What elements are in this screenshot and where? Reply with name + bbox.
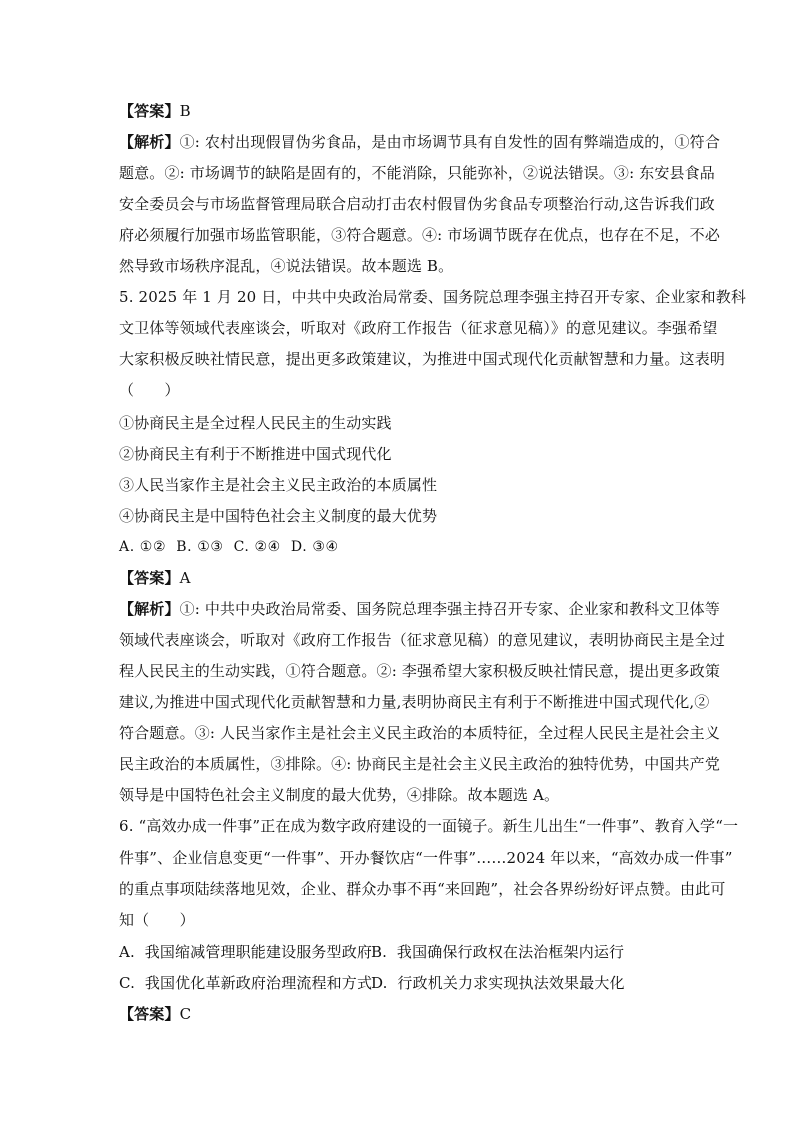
answer-tag: 【答案】 bbox=[119, 102, 180, 120]
q5-stem-line: 大家积极反映社情民意，提出更多政策建议，为推进中国式现代化贡献智慧和力量。这表明 bbox=[119, 350, 726, 368]
analysis-tag: 【解析】 bbox=[119, 133, 180, 151]
q5-options: A. ①② B. ①③ C. ②④ D. ③④ bbox=[119, 539, 339, 555]
q5-analysis-line: 程人民民主的生动实践，①符合题意。②: 李强希望大家积极反映社情民意，提出更多政策 bbox=[119, 662, 720, 680]
answer-value: B bbox=[179, 102, 191, 120]
q5-stem-line: 5. 2025 年 1 月 20 日，中共中央政治局常委、国务院总理李强主持召开专家、企业家和教科 bbox=[119, 288, 747, 306]
q5-analysis-line: 建议,为推进中国式现代化贡献智慧和力量,表明协商民主有利于不断推进中国式现代化,② bbox=[119, 693, 710, 711]
q5-statement: ④协商民主是中国特色社会主义制度的最大优势 bbox=[119, 507, 438, 525]
q4-analysis-line: 【解析】①: 农村出现假冒伪劣食品，是由市场调节具有自发性的固有弊端造成的，①符合 bbox=[119, 133, 720, 151]
q4-analysis-line: 题意。②: 市场调节的缺陷是固有的，不能消除，只能弥补，②说法错误。③: 东安县食品 bbox=[119, 164, 715, 182]
q6-option-c: C. 我国优化革新政府治理流程和方式 bbox=[119, 974, 373, 992]
q6-stem-line: 知（ ） bbox=[119, 911, 195, 929]
q6-option-d: D. 行政机关力求实现执法效果最大化 bbox=[371, 974, 625, 992]
analysis-tag: 【解析】 bbox=[119, 600, 180, 618]
q6-option-b: B. 我国确保行政权在法治框架内运行 bbox=[371, 943, 625, 961]
q6-stem-line: 的重点事项陆续落地见效，企业、群众办事不再“来回跑”，社会各界纷纷好评点赞。由此可 bbox=[119, 880, 726, 898]
q5-statement: ②协商民主有利于不断推进中国式现代化 bbox=[119, 445, 392, 463]
q4-analysis-line: 安全委员会与市场监督管理局联合启动打击农村假冒伪劣食品专项整治行动,这告诉我们政 bbox=[119, 195, 715, 213]
q5-stem-line: （ ） bbox=[119, 381, 180, 399]
q5-stem-line: 文卫体等领域代表座谈会，听取对《政府工作报告（征求意见稿）》的意见建议。李强希望 bbox=[119, 319, 718, 337]
q6-option-a: A. 我国缩减管理职能建设服务型政府 bbox=[119, 943, 372, 961]
q4-analysis-line: 然导致市场秩序混乱，④说法错误。故本题选 B。 bbox=[119, 257, 454, 275]
answer-tag: 【答案】 bbox=[119, 1005, 180, 1023]
q5-analysis-line: 民主政治的本质属性，③排除。④: 协商民主是社会主义民主政治的独特优势，中国共产党 bbox=[119, 755, 720, 773]
q4-analysis-line: 府必须履行加强市场监管职能，③符合题意。④: 市场调节既存在优点，也存在不足，不必 bbox=[119, 226, 720, 244]
answer-value: C bbox=[179, 1005, 192, 1023]
q5-statement: ③人民当家作主是社会主义民主政治的本质属性 bbox=[119, 476, 438, 494]
q5-analysis-line: 领域代表座谈会，听取对《政府工作报告（征求意见稿）的意见建议，表明协商民主是全过 bbox=[119, 631, 726, 649]
q5-answer-line bbox=[119, 568, 679, 588]
q4-answer-line bbox=[119, 101, 679, 121]
q5-analysis-line: 符合题意。③: 人民当家作主是社会主义民主政治的本质特征，全过程人民民主是社会主义 bbox=[119, 724, 720, 742]
q6-stem-line: 6. “高效办成一件事”正在成为数字政府建设的一面镜子。新生儿出生“一件事”、教育入学“一 bbox=[119, 817, 739, 835]
answer-tag: 【答案】 bbox=[119, 569, 180, 587]
q6-stem-line: 件事”、企业信息变更“一件事”、开办餐饮店“一件事”……2024 年以来，“高效办成一件事” bbox=[119, 849, 733, 867]
q5-analysis-line: 【解析】①: 中共中央政治局常委、国务院总理李强主持召开专家、企业家和教科文卫体等 bbox=[119, 600, 720, 618]
q5-analysis-line: 领导是中国特色社会主义制度的最大优势，④排除。故本题选 A。 bbox=[119, 786, 560, 804]
answer-value: A bbox=[179, 569, 191, 587]
q6-answer-line bbox=[119, 1004, 679, 1024]
q5-statement: ①协商民主是全过程人民民主的生动实践 bbox=[119, 414, 392, 432]
